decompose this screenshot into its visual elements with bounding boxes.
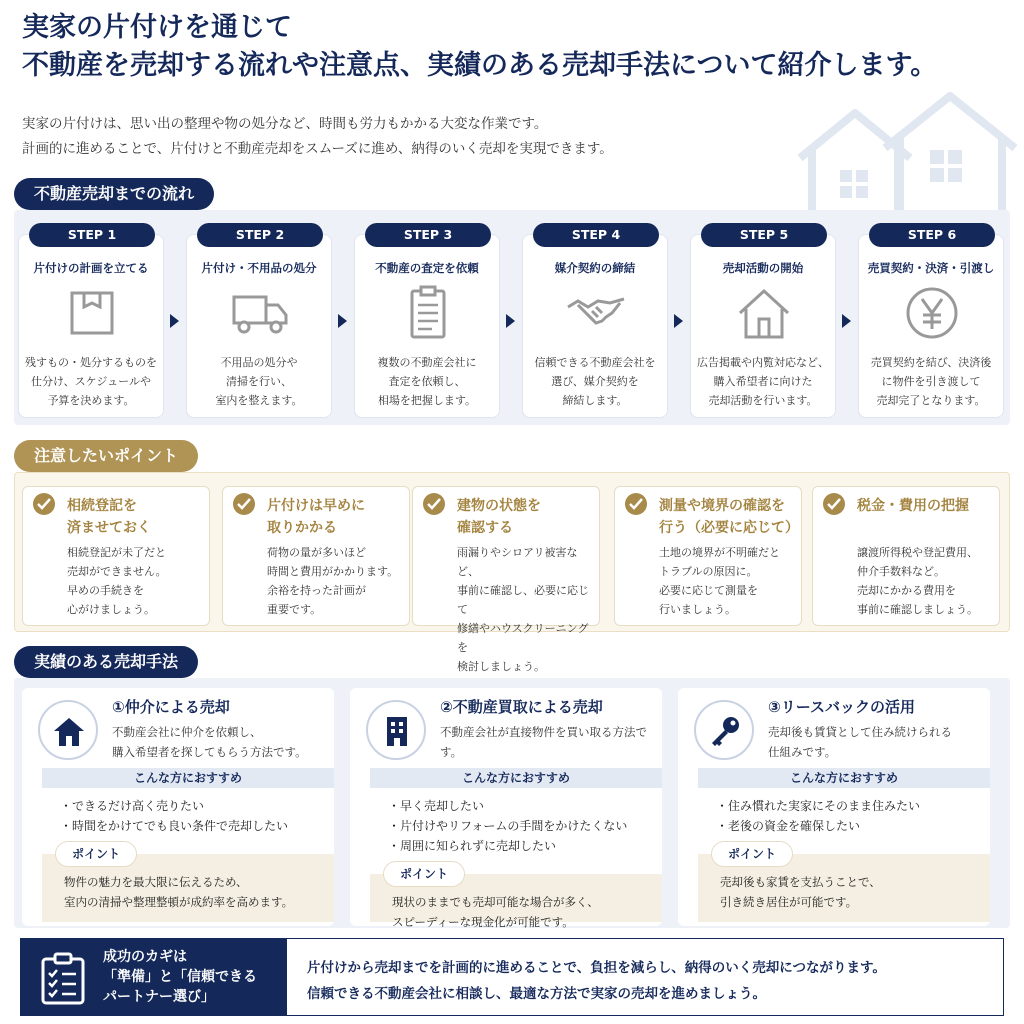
house-icon <box>38 700 98 760</box>
recommend-item: ・老後の資金を確保したい <box>716 819 861 833</box>
point-title-line: 測量や境界の確認を <box>659 498 785 514</box>
method-description-line: 購入希望者を探してもらう方法です。 <box>112 745 307 759</box>
point-text <box>392 892 599 932</box>
recommend-list <box>716 796 920 836</box>
recommend-item: ・住み慣れた実家にそのまま住みたい <box>716 799 921 813</box>
recommend-item: ・時間をかけてでも良い条件で売却したい <box>60 819 289 833</box>
point-label: ポイント <box>384 862 464 886</box>
banner-message <box>307 955 886 1007</box>
method-description-line: 売却後も賃貸として住み続けられる <box>768 725 952 739</box>
step-card <box>18 227 164 418</box>
point-description-line: 譲渡所得税や登記費用、 <box>857 546 978 559</box>
recommend-list <box>388 796 627 856</box>
recommend-item: ・周囲に知られずに売却したい <box>388 839 557 853</box>
point-card <box>412 486 600 673</box>
point-card <box>614 486 802 626</box>
step-description-line: 予算を決めます。 <box>47 394 135 407</box>
point-title-line: 建物の状態を <box>457 498 541 514</box>
step-description-line: 売買契約を結び、決済後 <box>870 356 992 369</box>
step-description-line: 残すもの・処分するものを <box>25 356 157 369</box>
point-title <box>659 495 799 539</box>
step-card <box>186 227 332 418</box>
point-card <box>812 486 1000 626</box>
point-description <box>267 543 398 619</box>
point-description-line: 検討しましょう。 <box>457 660 545 673</box>
point-description-line: 時間と費用がかかります。 <box>267 565 399 578</box>
point-title-line: 済ませておく <box>67 520 151 536</box>
step-card <box>690 227 836 418</box>
step-card <box>858 227 1004 418</box>
point-description-line: 行いましょう。 <box>659 603 736 616</box>
point-title-line: 行う（必要に応じて） <box>659 520 799 536</box>
point-title <box>67 495 151 539</box>
recommend-item: ・片付けやリフォームの手間をかけたくない <box>388 819 628 833</box>
method-title: ①仲介による売却 <box>112 698 230 716</box>
handshake-icon <box>566 285 626 341</box>
chevron-right-icon <box>170 314 179 328</box>
step-card <box>522 227 668 418</box>
method-card <box>678 688 990 926</box>
point-description <box>659 543 780 619</box>
method-description <box>112 722 307 762</box>
point-text-line: スピーディーな現金化が可能です。 <box>392 915 574 929</box>
banner-message-line: 片付けから売却までを計画的に進めることで、負担を減らし、納得のいく売却につながります。 <box>307 960 886 976</box>
recommend-label: こんな方におすすめ <box>42 768 334 788</box>
intro-line: 実家の片付けは、思い出の整理や物の処分など、時間も労力もかかる大変な作業です。 <box>22 116 548 132</box>
point-description-line: 荷物の量が多いほど <box>267 546 366 559</box>
point-card <box>22 486 210 626</box>
step-description-line: 不用品の処分や <box>220 356 298 369</box>
step-badge: STEP 1 <box>29 223 155 247</box>
methods-heading: 実績のある売却手法 <box>14 646 198 678</box>
point-text-line: 引き続き居住が可能です。 <box>720 895 858 909</box>
step-badge: STEP 2 <box>197 223 323 247</box>
step-description <box>523 353 667 410</box>
step-description <box>187 353 331 410</box>
chevron-right-icon <box>842 314 851 328</box>
method-title: ③リースバックの活用 <box>768 698 915 716</box>
point-description-line: 重要です。 <box>267 603 322 616</box>
point-title <box>267 495 365 539</box>
recommend-item: ・できるだけ高く売りたい <box>60 799 205 813</box>
check-icon <box>423 493 445 515</box>
point-description-line: 事前に確認しましょう。 <box>857 603 978 616</box>
point-text <box>720 872 881 912</box>
point-box <box>698 847 990 922</box>
step-description-line: 売却完了となります。 <box>876 394 986 407</box>
step-description-line: 仕分け、スケジュールや <box>31 375 151 388</box>
step-description <box>691 353 835 410</box>
success-banner <box>20 938 1004 1016</box>
step-description-line: 選び、媒介契約を <box>551 375 639 388</box>
step-card <box>354 227 500 418</box>
banner-key-line: 成功のカギは <box>103 949 187 965</box>
point-title <box>457 495 541 539</box>
step-description <box>859 353 1003 410</box>
method-card <box>22 688 334 926</box>
points-heading: 注意したいポイント <box>14 440 198 472</box>
step-title: 不動産の査定を依頼 <box>375 261 479 275</box>
banner-key-line: パートナー選び」 <box>103 989 215 1005</box>
step-badge: STEP 4 <box>533 223 659 247</box>
step-badge: STEP 6 <box>869 223 995 247</box>
point-title-line: 片付けは早めに <box>267 498 365 514</box>
recommend-item: ・早く売却したい <box>388 799 485 813</box>
intro-line: 計画的に進めることで、片付けと不動産売却をスムーズに進め、納得のいく売却を実現できます。 <box>22 141 613 157</box>
point-title-line: 税金・費用の把握 <box>857 498 969 514</box>
point-text <box>64 872 293 912</box>
title-line-2: 不動産を売却する流れや注意点、実績のある売却手法について紹介します。 <box>22 50 938 81</box>
check-icon <box>233 493 255 515</box>
step-description-line: 売却活動を行います。 <box>708 394 818 407</box>
check-icon <box>625 493 647 515</box>
step-description-line: 複数の不動産会社に <box>377 356 477 369</box>
point-title <box>857 495 969 517</box>
point-description-line: 雨漏りやシロアリ被害など、 <box>457 546 578 578</box>
method-card <box>350 688 662 929</box>
point-description-line: 余裕を持った計画が <box>267 584 366 597</box>
step-title: 片付けの計画を立てる <box>33 261 149 275</box>
step-description <box>19 353 163 410</box>
step-badge: STEP 3 <box>365 223 491 247</box>
check-icon <box>823 493 845 515</box>
point-text-line: 室内の清掃や整理整頓が成約率を高めます。 <box>64 895 294 909</box>
recommend-label: こんな方におすすめ <box>698 768 990 788</box>
point-card <box>222 486 410 626</box>
step-description-line: 査定を依頼し、 <box>388 375 466 388</box>
step-description-line: に物件を引き渡して <box>881 375 981 388</box>
intro-text <box>22 112 613 162</box>
point-text-line: 物件の魅力を最大限に伝えるため、 <box>64 875 248 889</box>
house-icon <box>734 285 794 341</box>
step-description <box>355 353 499 410</box>
point-description-line: 修繕やハウスクリーニングを <box>457 622 589 654</box>
point-description-line: 事前に確認し、必要に応じて <box>457 584 589 616</box>
step-title: 媒介契約の締結 <box>554 261 636 275</box>
step-description-line: 購入希望者に向けた <box>713 375 813 388</box>
point-description-line: 早めの手続きを <box>67 584 144 597</box>
truck-icon <box>230 285 290 341</box>
banner-message-line: 信頼できる不動産会社に相談し、最適な方法で実家の売却を進めましょう。 <box>307 986 766 1002</box>
step-title: 売買契約・決済・引渡し <box>867 261 995 275</box>
point-description-line: 仲介手数料など。 <box>857 565 945 578</box>
method-title: ②不動産買取による売却 <box>440 698 603 716</box>
point-description-line: 土地の境界が不明確だと <box>659 546 780 559</box>
key-icon <box>694 700 754 760</box>
flow-heading: 不動産売却までの流れ <box>14 178 214 210</box>
banner-key-panel <box>21 939 287 1015</box>
chevron-right-icon <box>506 314 515 328</box>
point-box <box>370 867 662 929</box>
step-description-line: 締結します。 <box>562 394 628 407</box>
point-description <box>67 543 167 619</box>
method-description-line: 仕組みです。 <box>768 745 837 759</box>
method-description-line: 不動産会社に仲介を依頼し、 <box>112 725 262 739</box>
step-description-line: 広告掲載や内覧対応など、 <box>697 356 829 369</box>
point-text-line: 現状のままでも売却可能な場合が多く、 <box>392 895 599 909</box>
point-description-line: トラブルの原因に。 <box>659 565 758 578</box>
clipboard-icon <box>398 285 458 341</box>
point-label: ポイント <box>712 842 792 866</box>
houses-background-icon <box>790 88 1020 218</box>
page-title <box>22 10 1012 86</box>
point-box <box>42 847 334 922</box>
point-description <box>857 543 978 619</box>
banner-key-line: 「準備」と「信頼できる <box>103 969 257 985</box>
point-label: ポイント <box>56 842 136 866</box>
banner-key-text <box>103 947 257 1007</box>
method-description <box>440 722 662 762</box>
step-title: 片付け・不用品の処分 <box>201 261 317 275</box>
point-text-line: 売却後も家賃を支払うことで、 <box>720 875 881 889</box>
step-title: 売却活動の開始 <box>722 261 804 275</box>
check-icon <box>33 493 55 515</box>
point-description-line: 売却にかかる費用を <box>857 584 956 597</box>
point-title-line: 相続登記を <box>67 498 137 514</box>
chevron-right-icon <box>674 314 683 328</box>
method-description <box>768 722 952 762</box>
point-description <box>457 543 599 676</box>
box-icon <box>62 285 122 341</box>
step-description-line: 相場を把握します。 <box>377 394 477 407</box>
recommend-label: こんな方におすすめ <box>370 768 662 788</box>
checklist-icon <box>35 951 91 1007</box>
step-description-line: 信頼できる不動産会社を <box>534 356 656 369</box>
title-line-1: 実家の片付けを通じて <box>22 12 292 43</box>
method-description-line: 不動産会社が直接物件を買い取る方法です。 <box>440 725 647 759</box>
point-title-line: 確認する <box>457 520 513 536</box>
point-description-line: 必要に応じて測量を <box>659 584 758 597</box>
yen-icon <box>902 285 962 341</box>
step-description-line: 清掃を行い、 <box>226 375 292 388</box>
step-description-line: 室内を整えます。 <box>215 394 303 407</box>
point-description-line: 心がけましょう。 <box>67 603 155 616</box>
chevron-right-icon <box>338 314 347 328</box>
point-description-line: 相続登記が未了だと <box>67 546 166 559</box>
point-title-line: 取りかかる <box>267 520 337 536</box>
step-badge: STEP 5 <box>701 223 827 247</box>
recommend-list <box>60 796 288 836</box>
point-description-line: 売却ができません。 <box>67 565 167 578</box>
building-icon <box>366 700 426 760</box>
